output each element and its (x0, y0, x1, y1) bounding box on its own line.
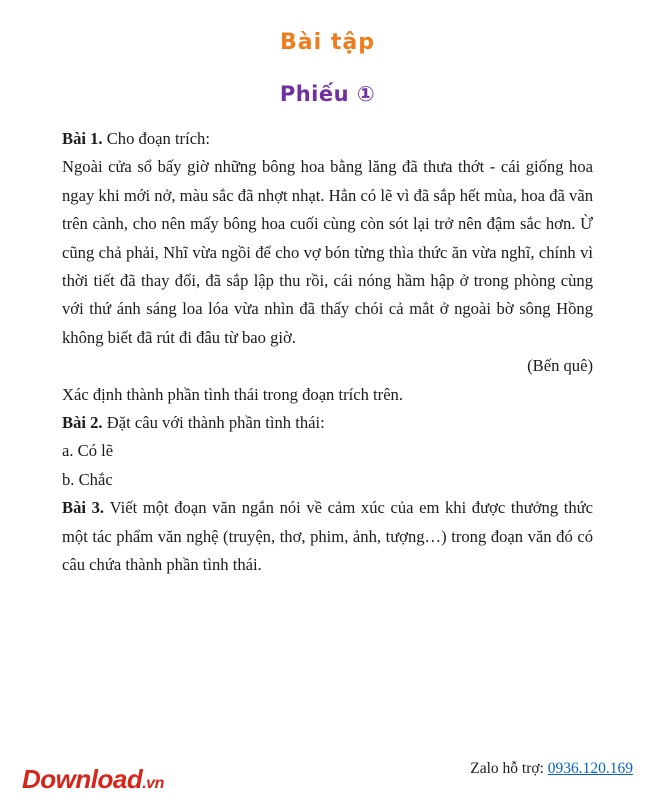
zalo-phone-link[interactable]: 0936.120.169 (547, 760, 633, 777)
exercise-3-paragraph (62, 494, 593, 579)
worksheet-body (62, 125, 593, 580)
exercise-1-label: Bài 1. (62, 129, 103, 148)
exercise-2-label: Bài 2. (62, 413, 103, 433)
quote-source: (Bến quê) (527, 356, 593, 376)
page-subtitle: Phiếu ① (279, 82, 376, 106)
exercise-2-item-b: b. Chắc (62, 469, 113, 489)
downloadvn-logo-text: Download (22, 764, 143, 794)
exercise-1-heading (62, 125, 593, 153)
zalo-support-label: Zalo hỗ trợ: (470, 760, 548, 777)
exercise-1-intro: Cho đoạn trích: (106, 129, 210, 148)
exercise-3-task: Viết một đoạn văn ngắn nói về cảm xúc của em khi được thưởng thức một tác phẩm văn nghệ (truyện, thơ, phim, ảnh, tượng…) trong đoạn văn đó có câu chứa thành phần tình thái. (62, 498, 593, 575)
exercise-2-item-a: a. Có lẽ (62, 441, 114, 461)
page-title: Bài tập (280, 30, 375, 55)
downloadvn-logo-suffix: .vn (142, 775, 164, 792)
exercise-2-heading (62, 409, 593, 437)
exercise-1-quote: Ngoài cửa sổ bấy giờ những bông hoa bằng lăng đã thưa thớt - cái giống hoa ngay khi mới nở, màu sắc đã nhợt nhạt. Hẳn có lẽ vì đã sắp hết mùa, hoa đã vãn trên cành, cho nên mấy bông hoa cuối cùng còn sót lại trở nên đậm sắc hơn. Ừ cũng chả phải, Nhĩ vừa ngồi để cho vợ bón từng thìa thức ăn vừa nghĩ, chính vì thời tiết đã thay đổi, đã sắp lập thu rồi, cái nóng hầm hập ở trong phòng cùng với thứ ánh sáng loa lóa vừa nhìn đã thấy chói cả mắt ở ngoài bờ sông Hồng không biết đã rút đi đâu từ bao giờ. (62, 157, 593, 347)
zalo-support (470, 760, 633, 778)
exercise-3-label: Bài 3. (62, 498, 105, 518)
exercise-2-task: Đặt câu với thành phần tình thái: (106, 413, 325, 433)
exercise-1-task: Xác định thành phần tình thái trong đoạn trích trên. (62, 384, 404, 404)
downloadvn-logo[interactable] (22, 764, 164, 795)
